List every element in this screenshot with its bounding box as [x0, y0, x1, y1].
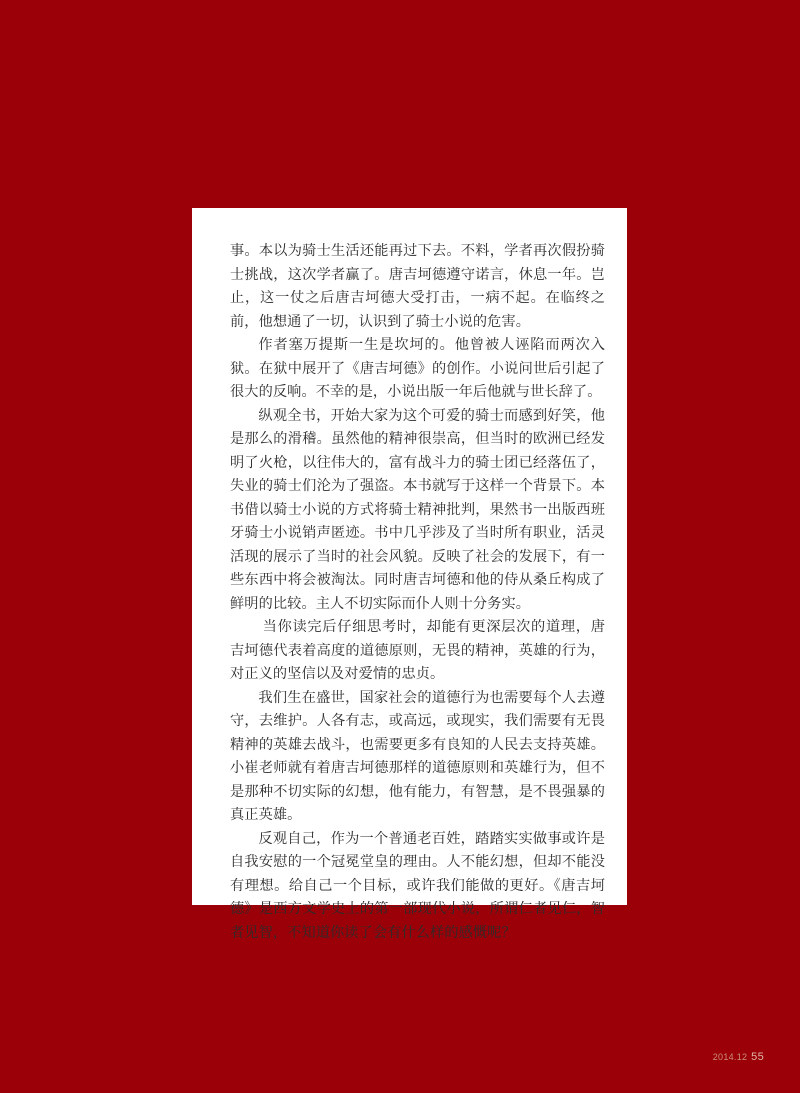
- paragraph: 事。本以为骑士生活还能再过下去。不料，学者再次假扮骑士挑战，这次学者赢了。唐吉坷德遵守诺言，休息一年。岂止，这一仗之后唐吉坷德大受打击，一病不起。在临终之前，他想通了一切，认识到了骑士小说的危害。: [230, 243, 605, 330]
- paragraph: 反观自己，作为一个普通老百姓，踏踏实实做事或许是自我安慰的一个冠冕堂皇的理由。人不能幻想，但却不能没有理想。给自己一个目标，或许我们能做的更好。《唐吉坷德》是西方文学史上的第一部现代小说，所谓仁者见仁，智者见智，不知道你读了会有什么样的感慨呢？: [230, 830, 605, 941]
- paragraph: 我们生在盛世，国家社会的道德行为也需要每个人去遵守，去维护。人各有志，或高远，或现实，我们需要有无畏精神的英雄去战斗，也需要更多有良知的人民去支持英雄。小崔老师就有着唐吉坷德那样的道德原则和英雄行为，但不是那种不切实际的幻想，他有能力，有智慧，是不畏强暴的真正英雄。: [230, 689, 605, 823]
- paragraph: 纵观全书，开始大家为这个可爱的骑士而感到好笑，他是那么的滑稽。虽然他的精神很崇高，但当时的欧洲已经发明了火枪，以往伟大的，富有战斗力的骑士团已经落伍了，失业的骑士们沦为了强盗。本书就写于这样一个背景下。本书借以骑士小说的方式将骑士精神批判，果然书一出版西班牙骑士小说销声匿迹。书中几乎涉及了当时所有职业，活灵活现的展示了当时的社会风貌。反映了社会的发展下，有一些东西中将会被淘汰。同时唐吉坷德和他的侍从桑丘构成了鲜明的比较。主人不切实际而仆人则十分务实。: [230, 407, 605, 612]
- paragraph: 当你读完后仔细思考时，却能有更深层次的道理，唐吉坷德代表着高度的道德原则，无畏的精神，英雄的行为，对正义的坚信以及对爱情的忠贞。: [230, 619, 605, 682]
- paragraph: 作者塞万提斯一生是坎坷的。他曾被人诬陷而两次入狱。在狱中展开了《唐吉坷德》的创作。小说问世后引起了很大的反响。不幸的是，小说出版一年后他就与世长辞了。: [230, 337, 605, 400]
- article-page: [192, 208, 627, 941]
- page-number: 55: [751, 1051, 764, 1063]
- issue-date: 2014.12: [712, 1052, 748, 1062]
- page-footer: [713, 1051, 764, 1063]
